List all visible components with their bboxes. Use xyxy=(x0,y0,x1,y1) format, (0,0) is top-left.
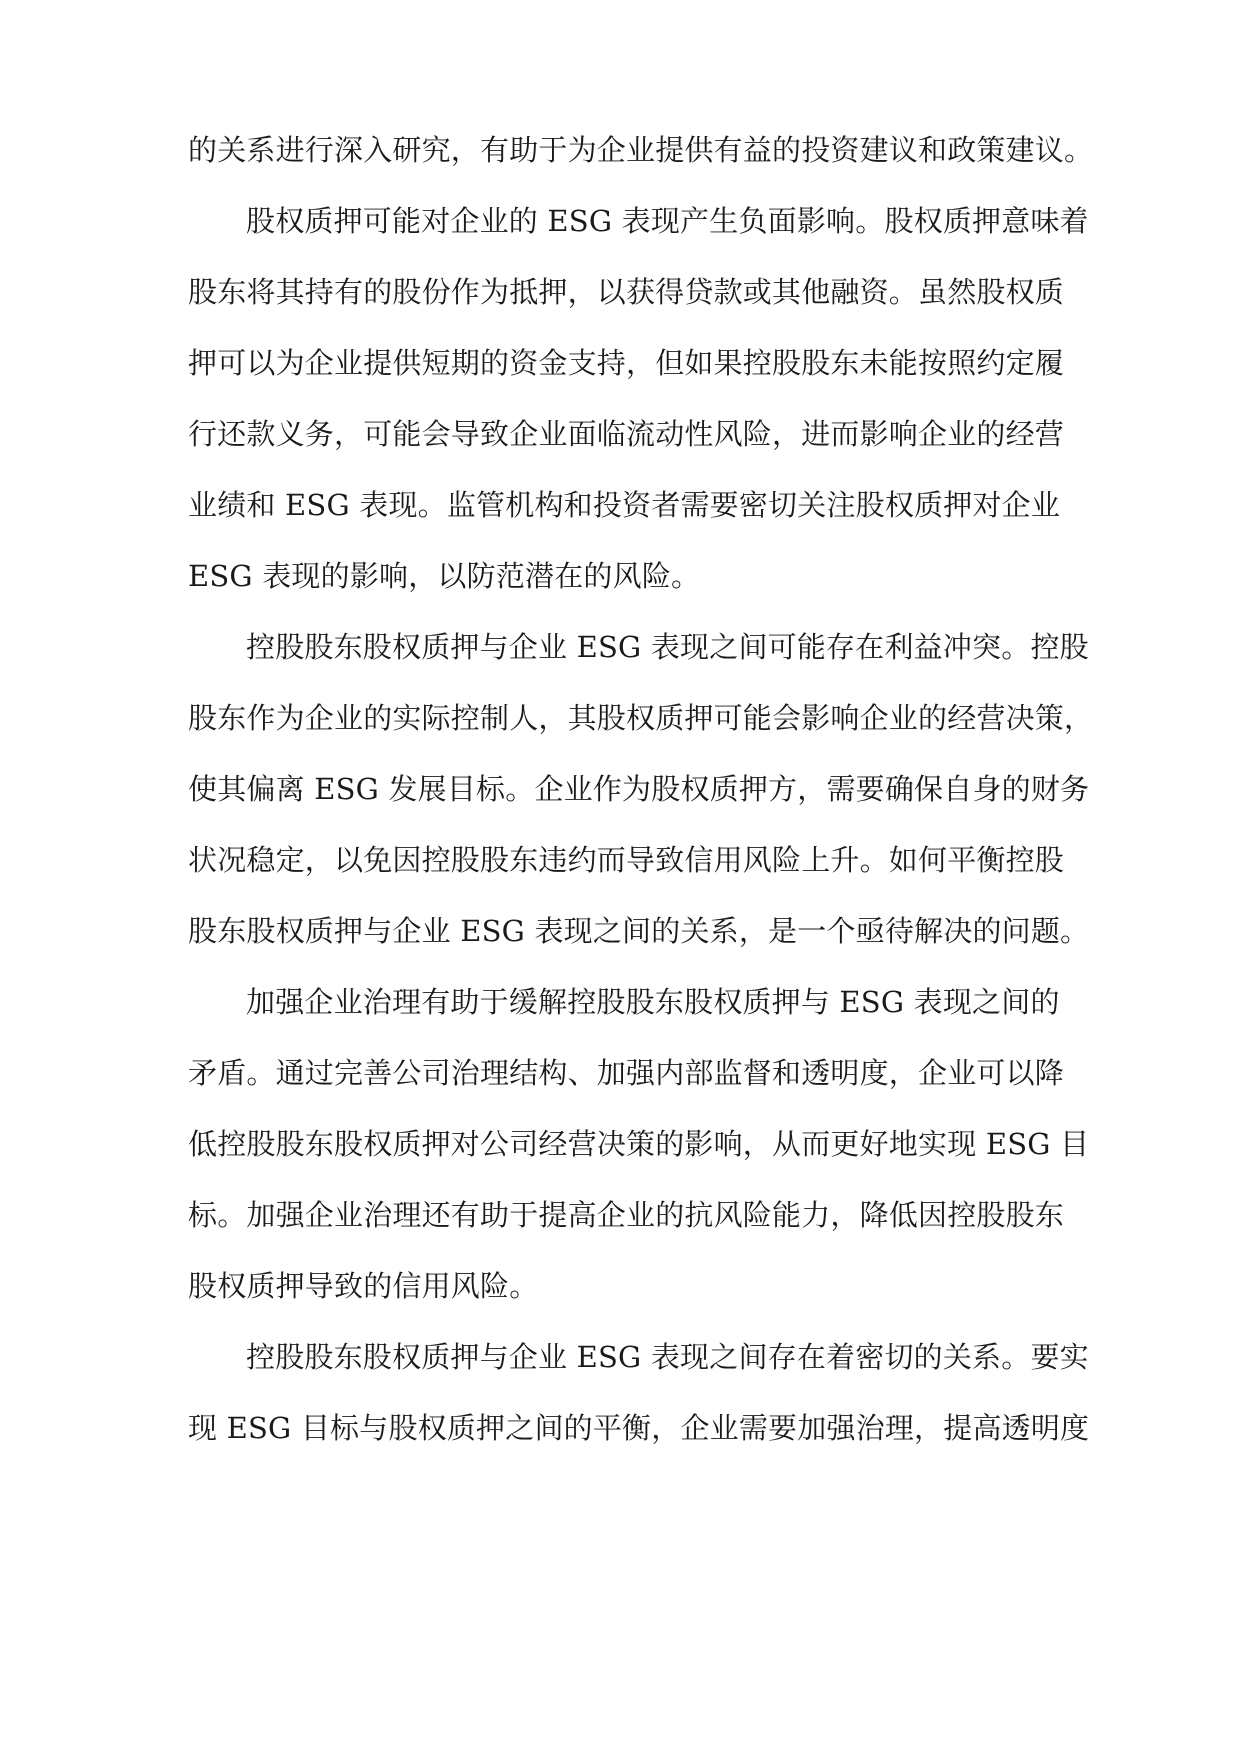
text-line: 押可以为企业提供短期的资金支持，但如果控股股东未能按照约定履 xyxy=(188,346,1065,380)
text-line: ESG 表现的影响，以防范潜在的风险。 xyxy=(188,559,701,593)
text-line: 股东作为企业的实际控制人，其股权质押可能会影响企业的经营决策， xyxy=(188,701,1094,735)
text-line: 标。加强企业治理还有助于提高企业的抗风险能力，降低因控股股东 xyxy=(188,1198,1065,1232)
paragraph-first-line: 控股股东股权质押与企业 ESG 表现之间存在着密切的关系。要实 xyxy=(246,1340,1089,1374)
text-line: 股东将其持有的股份作为抵押，以获得贷款或其他融资。虽然股权质 xyxy=(188,275,1065,309)
text-line: 低控股股东股权质押对公司经营决策的影响，从而更好地实现 ESG 目 xyxy=(188,1127,1090,1161)
text-line: 股东股权质押与企业 ESG 表现之间的关系，是一个亟待解决的问题。 xyxy=(188,914,1090,948)
text-line: 行还款义务，可能会导致企业面临流动性风险，进而影响企业的经营 xyxy=(188,417,1065,451)
text-line: 现 ESG 目标与股权质押之间的平衡，企业需要加强治理，提高透明度 xyxy=(188,1411,1090,1445)
paragraph-first-line: 控股股东股权质押与企业 ESG 表现之间可能存在利益冲突。控股 xyxy=(246,630,1089,664)
text-line: 业绩和 ESG 表现。监管机构和投资者需要密切关注股权质押对企业 xyxy=(188,488,1061,522)
text-line: 矛盾。通过完善公司治理结构、加强内部监督和透明度，企业可以降 xyxy=(188,1056,1065,1090)
text-line: 的关系进行深入研究，有助于为企业提供有益的投资建议和政策建议。 xyxy=(188,133,1094,167)
text-line: 使其偏离 ESG 发展目标。企业作为股权质押方，需要确保自身的财务 xyxy=(188,772,1090,806)
paragraph-first-line: 加强企业治理有助于缓解控股股东股权质押与 ESG 表现之间的 xyxy=(246,985,1060,1019)
paragraph-first-line: 股权质押可能对企业的 ESG 表现产生负面影响。股权质押意味着 xyxy=(246,204,1089,238)
text-line: 状况稳定，以免因控股股东违约而导致信用风险上升。如何平衡控股 xyxy=(188,843,1065,877)
text-line: 股权质押导致的信用风险。 xyxy=(188,1269,539,1303)
